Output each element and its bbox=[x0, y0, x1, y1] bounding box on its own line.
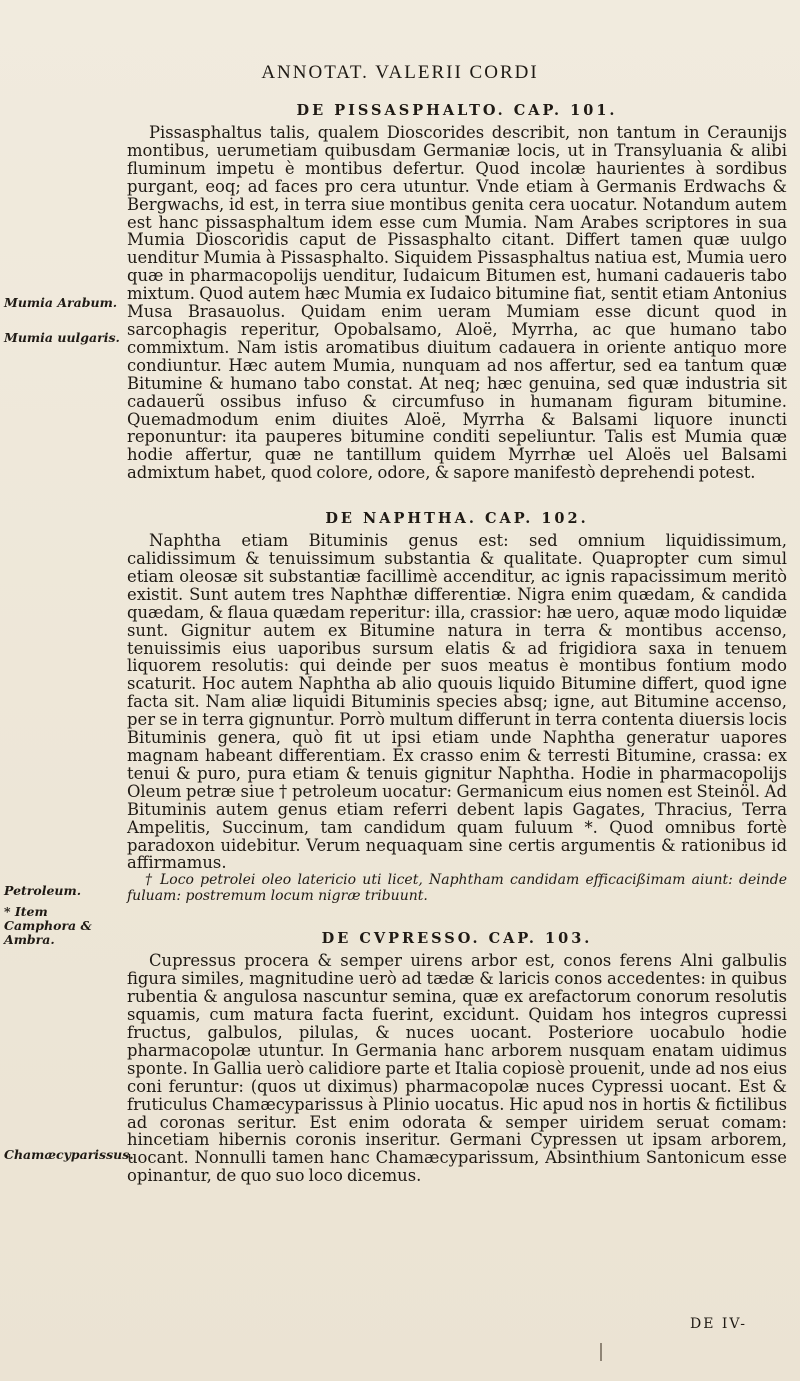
page-mark bbox=[600, 1343, 602, 1361]
margin-note-chamaecyparissus: Chamæcyparissus. bbox=[4, 1147, 134, 1162]
running-head: ANNOTAT. VALERII CORDI bbox=[261, 62, 539, 83]
section-title-pissasphalto: DE PISSASPHALTO. CAP. 101. bbox=[296, 102, 618, 119]
section-text-cupresso: Cupressus procera & semper uirens arbor est, conos ferens Alni galbulis figura similes, magnitudine uerò ad tædæ & laricis conos accedentes: in quibus rubentia & angulosa nascuntur semina, quæ ex arefactorum conorum resolutis squamis, cum matura facta fuerint, excidunt. Quidam hos integros cupressi fructus, galbulos, pilulas, & nuces uocant. Posteriore uocabulo hodie pharmacopolæ utuntur. In Germania hanc arborem nusquam enatam uidimus sponte. In Gallia uerò calidiore parte et Italia copiosè prouenit, unde ad nos eius coni feruntur: (quos ut diximus) pharmacopolæ nuces Cypressi uocant. Est & fruticulus Chamæcyparissus à Plinio uocatus. Hic apud nos in hortis & fictilibus ad coronas seritur. Est enim odorata & semper uiridem seruat comam: hincetiam hibernis coronis inseritur. Germani Cypressen ut ipsam arborem, uocant. Nonnulli tamen hanc Chamæcyparissum, Absinthium Santonicum esse opinantur, de quo suo loco dicemus. bbox=[127, 951, 787, 1186]
margin-note-petroleum: Petroleum. bbox=[4, 883, 82, 898]
section-title-naphtha: DE NAPHTHA. CAP. 102. bbox=[325, 510, 589, 528]
margin-note-camphora-ambra: * Item Camphora & Ambra. bbox=[4, 904, 92, 947]
section-text-pissasphalto: Pissasphaltus talis, qualem Dioscorides describit, non tantum in Ceraunijs montibus, uerumetiam quibusdam Germaniæ locis, ut in Transyluania & alibi fluminum impetu è montibus defertur. Quod incolæ haurientes à sordibus purgant, eoq; ad faces pro cera utuntur. Vnde etiam à Germanis Erdwachs & Bergwachs, id est, in terra siue montibus genita cera uocatur. Notandum autem est hanc pissasphaltum idem esse cum Mumia. Nam Arabes scriptores in sua Mumia Dioscoridis caput de Pissasphalto citant. Differt tamen quæ uulgo uenditur Mumia à Pissasphalto. Siquidem Pissasphaltus natiua est, Mumia uero quæ in pharmacopolijs uenditur, Iudaicum Bitumen est, humani cadaueris tabo mixtum. Quod autem hæc Mumia ex Iudaico bitumine fiat, sentit etiam Antonius Musa Brasauolus. Quidam enim ueram Mumiam esse dicunt quod in sarcophagis reperitur, Opobalsamo, Aloë, Myrrha, ac que humano tabo commixtum. Nam istis aromatibus diuitum cadauera in oriente antiquo more condiuntur. Hæc autem Mumia, nunquam ad nos affertur, sed ea tantum quæ Bitumine & humano tabo constat. At neq; hæc genuina, sed quæ industria sit cadauerũ ossibus infuso & circumfuso in humanam figuram bitumine. Quemadmodum enim diuites Aloë, Myrrha & Balsami liquore inuncti reponuntur: ita pauperes bitumine conditi sepeliuntur. Talis est Mumia quæ hodie affertur, quæ ne tantillum quidem Myrrhæ uel Aloës uel Balsami admixtum habet, quod colore, odore, & sapore manifestò deprehendi potest. bbox=[127, 123, 787, 483]
margin-note-mumia-arabum: Mumia Arabum. bbox=[4, 295, 118, 310]
footnote-petroleum: † Loco petrolei oleo latericio uti licet, Naphtham candidam efficacißimam aiunt: deinde fuluam: postremum locum nigræ tribuunt. bbox=[127, 872, 787, 905]
section-text-naphtha: Naphtha etiam Bituminis genus est: sed omnium liquidissimum, calidissimum & tenuissimum substantia & qualitate. Quapropter cum simul etiam oleosæ sit substantiæ facillimè accenditur, ac ignis rapacissimum meritò existit. Sunt autem tres Naphthæ differentiæ. Nigra enim quædam, & candida quædam, & flaua quædam reperitur: illa, crassior: hæ uero, aquæ modo liquidæ sunt. Gignitur autem ex Bitumine natura in terra & montibus accenso, tenuissimis eius uaporibus sursum elatis & ad frigidiora saxa in tenuem liquorem resolutis: qui deinde per suos meatus è montibus fontium modo scaturit. Hoc autem Naphtha ab alio quouis liquido Bitumine differt, quod igne facta sit. Nam aliæ liquidi Bituminis species absq; igne, aut Bitumine accenso, per se in terra gignuntur. Porrò multum differunt in terra contenta diuersis locis Bituminis genera, quò fit ut ipsi etiam unde Naphtha generatur uapores magnam habeant differentiam. Ex crasso enim & terresti Bitumine, crassa: ex tenui & puro, pura etiam & tenuis gignitur Naphtha. Hodie in pharmacopolijs Oleum petræ siue † petroleum uocatur: Germanicum eius nomen est Steinöl. Ad Bituminis autem genus etiam referri debent lapis Gagates, Thracius, Terra Ampelitis, Succinum, tam candidum quam fuluum *. Quod omnibus fortè paradoxon uidebitur. Verum nequaquam sine certis argumentis & rationibus id affirmamus. bbox=[127, 531, 787, 873]
text-column bbox=[127, 98, 787, 1185]
section-title-cupresso: DE CVPRESSO. CAP. 103. bbox=[321, 930, 593, 948]
margin-note-mumia-uulgaris: Mumia uulgaris. bbox=[4, 330, 120, 345]
catchword: DE IV- bbox=[690, 1316, 747, 1332]
